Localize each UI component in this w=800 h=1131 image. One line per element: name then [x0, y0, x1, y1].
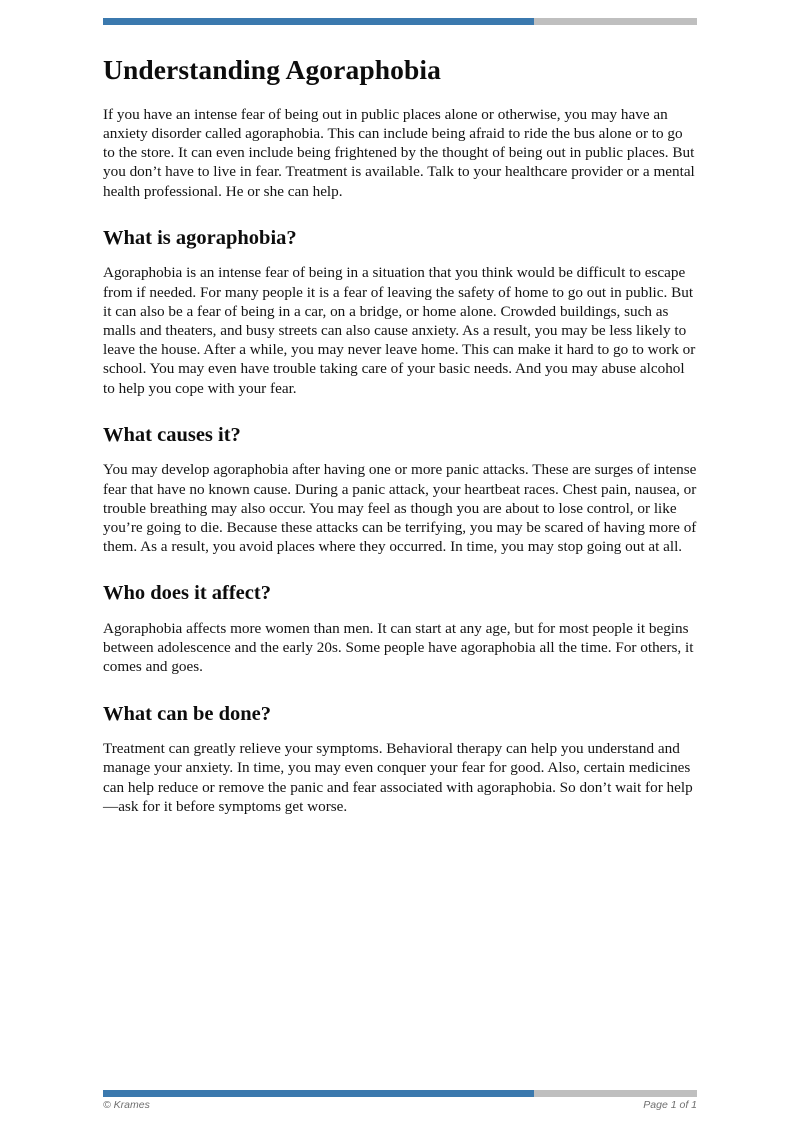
document-content	[103, 55, 697, 816]
bottom-rule-grey-segment	[534, 1090, 697, 1097]
section-body-who-does-it-affect: Agoraphobia affects more women than men. It can start at any age, but for most people it begins between adolescence and the early 20s. Some people have agoraphobia all the time. For others, it comes and goes.	[103, 619, 694, 676]
section-heading-what-can-be-done: What can be done?	[103, 702, 272, 725]
top-rule-grey-segment	[534, 18, 697, 25]
section-body-what-causes-it: You may develop agoraphobia after having one or more panic attacks. These are surges of intense fear that have no known cause. During a panic attack, your heartbeat races. Chest pain, nausea, or trouble breathing may also occur. You may feel as though you are about to lose control, or like you’re going to die. Because these attacks can be terrifying, you may be scared of having more of them. As a result, you avoid places where they occurred. In time, you may stop going out at all.	[103, 461, 697, 556]
bottom-rule-blue-segment	[103, 1090, 534, 1097]
top-rule	[103, 18, 697, 25]
section-heading-who-does-it-affect: Who does it affect?	[103, 582, 271, 605]
intro-paragraph: If you have an intense fear of being out in public places alone or otherwise, you may have an anxiety disorder called agoraphobia. This can include being afraid to ride the bus alone or to go to the store. It can even include being frightened by the thought of being out in public places. But you don’t have to live in fear. Treatment is available. Talk to your healthcare provider or a mental health professional. He or she can help.	[103, 105, 695, 200]
footer-page-indicator: Page 1 of 1	[643, 1099, 697, 1111]
top-rule-blue-segment	[103, 18, 534, 25]
page-title: Understanding Agoraphobia	[103, 54, 441, 85]
section-heading-what-is-agoraphobia: What is agoraphobia?	[103, 226, 297, 249]
section-heading-what-causes-it: What causes it?	[103, 423, 241, 446]
section-body-what-can-be-done: Treatment can greatly relieve your symptoms. Behavioral therapy can help you understand and manage your anxiety. In time, you may even conquer your fear for good. Also, certain medicines can help reduce or remove the panic and fear associated with agoraphobia. So don’t wait for help—ask for it before symptoms get worse.	[103, 740, 693, 815]
bottom-rule	[103, 1090, 697, 1097]
section-body-what-is-agoraphobia: Agoraphobia is an intense fear of being in a situation that you think would be difficult to escape from if needed. For many people it is a fear of leaving the safety of home to go out in public. But it can also be a fear of being in a car, on a bridge, or home alone. Crowded buildings, such as malls and theaters, and busy streets can also cause anxiety. As a result, you may be less likely to leave the house. After a while, you may never leave home. This can make it hard to go to work or school. You may even have trouble taking care of your basic needs. And you may abuse alcohol to help you cope with your fear.	[103, 264, 696, 397]
footer-copyright: © Krames	[103, 1099, 150, 1111]
page-footer	[103, 1099, 697, 1111]
